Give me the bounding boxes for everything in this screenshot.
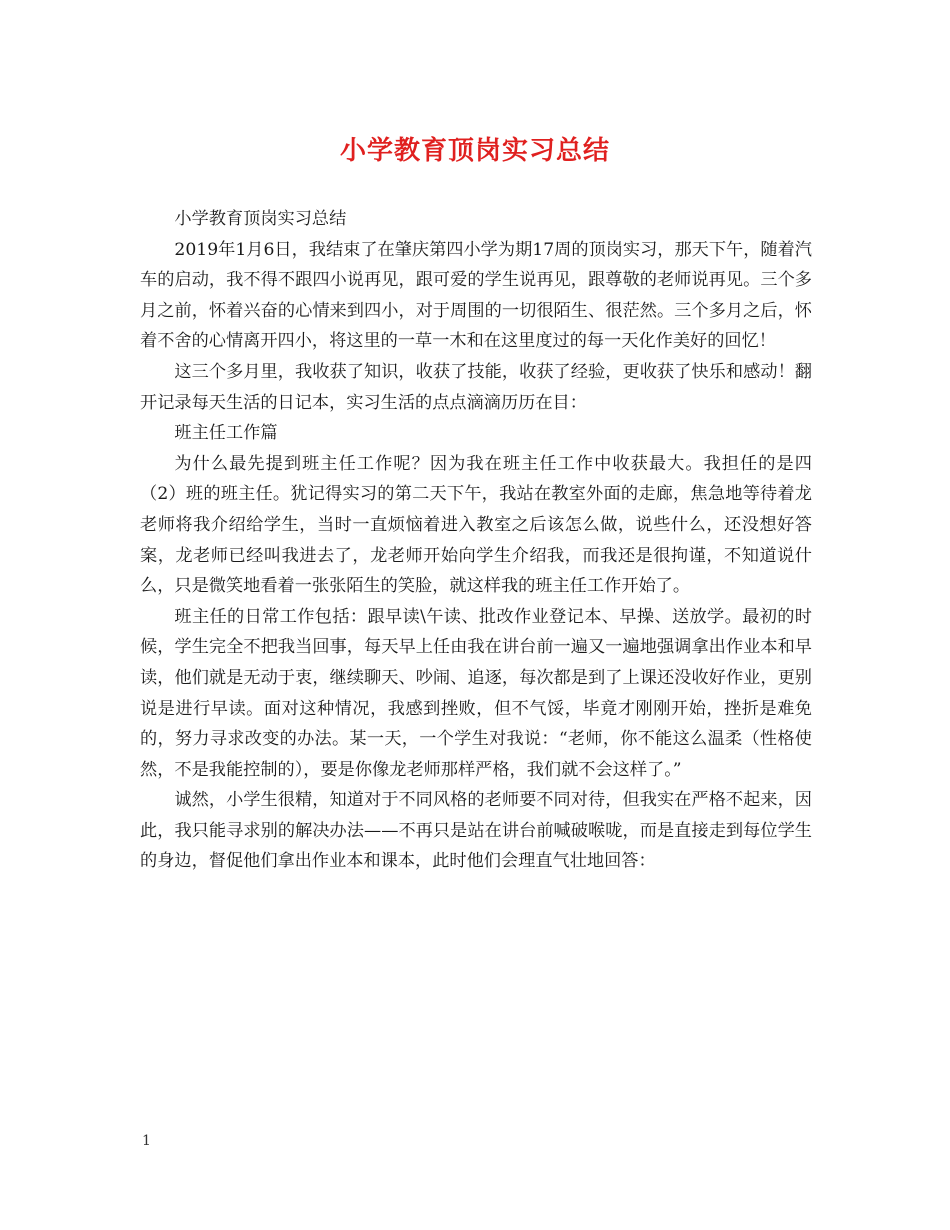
body-paragraph: 这三个多月里，我收获了知识，收获了技能，收获了经验，更收获了快乐和感动！翻开记录每天生活的日记本，实习生活的点点滴滴历历在目： bbox=[140, 361, 812, 413]
body-paragraph: 班主任的日常工作包括：跟早读\午读、批改作业登记本、早操、送放学。最初的时候，学生完全不把我当回事，每天早上任由我在讲台前一遍又一遍地强调拿出作业本和早读，他们就是无动于衷，继续聊天、吵闹、追逐，每次都是到了上课还没收好作业，更别说是进行早读。面对这种情况，我感到挫败，但不气馁，毕竟才刚刚开始，挫折是难免的，努力寻求改变的办法。某一天，一个学生对我说：“老师，你不能这么温柔（性格使然，不是我能控制的），要是你像龙老师那样严格，我们就不会这样了。” bbox=[140, 606, 812, 780]
body-paragraph: 诚然，小学生很精，知道对于不同风格的老师要不同对待，但我实在严格不起来，因此，我只能寻求别的解决办法——不再只是站在讲台前喊破喉咙，而是直接走到每位学生的身边，督促他们拿出作业本和课本，此时他们会理直气壮地回答： bbox=[140, 790, 812, 872]
body-paragraph: 小学教育顶岗实习总结 bbox=[174, 209, 347, 229]
section-heading: 班主任工作篇 bbox=[174, 423, 278, 444]
body-paragraph: 2019年1月6日，我结束了在肇庆第四小学为期17周的顶岗实习，那天下午，随着汽车的启动，我不得不跟四小说再见，跟可爱的学生说再见，跟尊敬的老师说再见。三个多月之前，怀着兴奋的心情来到四小，对于周围的一切很陌生、很茫然。三个多月之后，怀着不舍的心情离开四小，将这里的一草一木和在这里度过的每一天化作美好的回忆！ bbox=[140, 239, 812, 352]
document-body bbox=[140, 204, 812, 877]
page-number: 1 bbox=[142, 1133, 151, 1149]
body-paragraph: 为什么最先提到班主任工作呢？因为我在班主任工作中收获最大。我担任的是四（2）班的班主任。犹记得实习的第二天下午，我站在教室外面的走廊，焦急地等待着龙老师将我介绍给学生，当时一直烦恼着进入教室之后该怎么做，说些什么，还没想好答案，龙老师已经叫我进去了，龙老师开始向学生介绍我，而我还是很拘谨，不知道说什么，只是微笑地看着一张张陌生的笑脸，就这样我的班主任工作开始了。 bbox=[140, 453, 812, 597]
document-title: 小学教育顶岗实习总结 bbox=[339, 136, 610, 166]
